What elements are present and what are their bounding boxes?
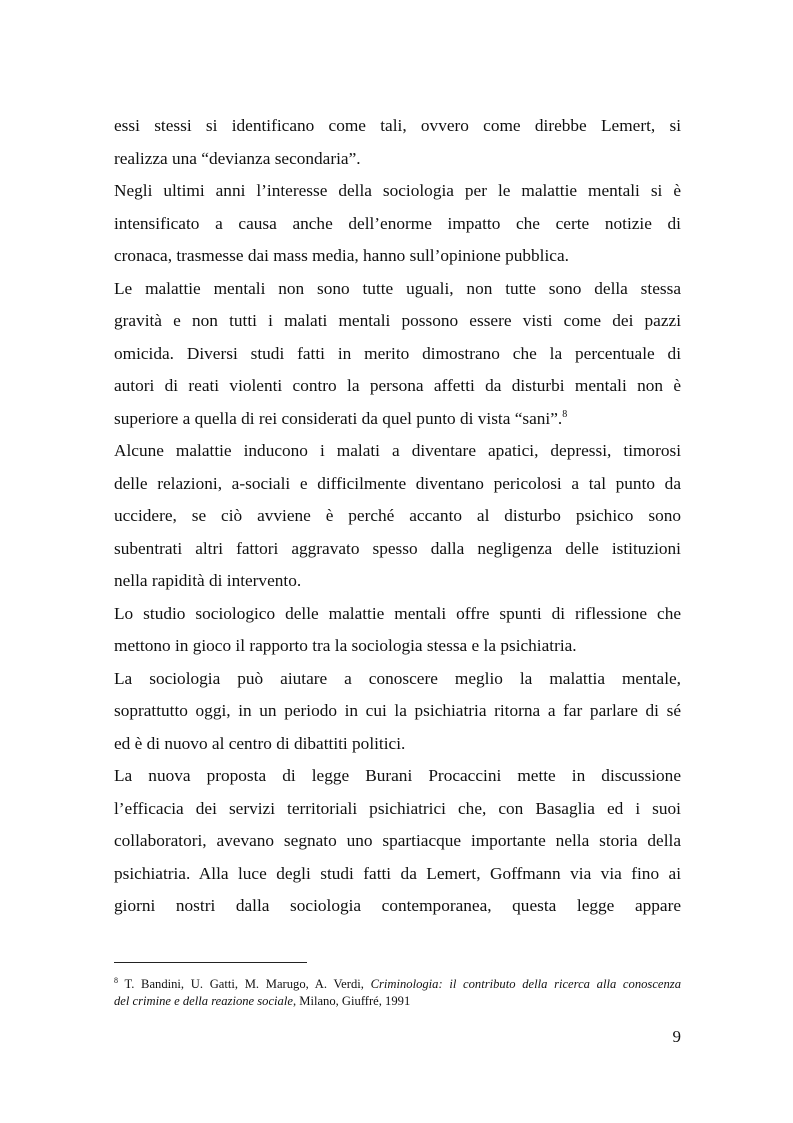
body-text-line xyxy=(114,695,681,728)
body-text-line xyxy=(114,760,681,793)
text-run: La sociologia può aiutare a conoscere meglio la malattia mentale, xyxy=(114,668,681,688)
footnote xyxy=(114,976,681,1010)
footnote-separator xyxy=(114,962,307,963)
text-run: omicida. Diversi studi fatti in merito dimostrano che la percentuale di xyxy=(114,343,681,363)
text-run: collaboratori, avevano segnato uno spartiacque importante nella storia della xyxy=(114,831,681,850)
text-run: intensificato a causa anche dell’enorme impatto che certe notizie di xyxy=(114,213,681,233)
text-run: autori di reati violenti contro la persona affetti da disturbi mentali non è xyxy=(114,376,681,395)
text-run: mettono in gioco il rapporto tra la sociologia stessa e la psichiatria. xyxy=(114,636,577,655)
text-run: T. Bandini, U. Gatti, M. Marugo, A. Verdi, xyxy=(118,977,371,991)
body-text-line xyxy=(114,890,681,923)
body-text-line xyxy=(114,435,681,468)
body-text-line xyxy=(114,793,681,826)
body-text-line xyxy=(114,208,681,241)
text-run: cronaca, trasmesse dai mass media, hanno sull’opinione pubblica. xyxy=(114,246,569,265)
text-run: realizza una “devianza secondaria”. xyxy=(114,148,361,168)
body-text-line xyxy=(114,468,681,501)
body-text-line xyxy=(114,110,681,143)
text-run: giorni nostri dalla sociologia contemporanea, questa legge appare xyxy=(114,896,681,915)
body-text-line xyxy=(114,370,681,403)
text-run: Negli ultimi anni l’interesse della sociologia per le malattie mentali si è xyxy=(114,181,681,200)
body-text-line xyxy=(114,143,681,176)
body-text-line xyxy=(114,663,681,696)
text-run: superiore a quella di rei considerati da quel punto di vista “sani”. xyxy=(114,408,563,428)
body-text-line xyxy=(114,175,681,208)
text-run: , Milano, Giuffré, 1991 xyxy=(292,994,411,1008)
body-text-line xyxy=(114,565,681,598)
text-run: nella rapidità di intervento. xyxy=(114,571,302,590)
text-run: delle relazioni, a-sociali e difficilmente diventano pericolosi a tal punto da xyxy=(114,473,681,493)
footnote-line xyxy=(114,976,681,993)
text-run: ed è di nuovo al centro di dibattiti politici. xyxy=(114,733,406,753)
text-run: Le malattie mentali non sono tutte uguali, non tutte sono della stessa xyxy=(114,278,681,298)
footnote-reference: 8 xyxy=(114,976,118,985)
text-run: soprattutto oggi, in un periodo in cui la psichiatria ritorna a far parlare di sé xyxy=(114,701,681,720)
footnote-line xyxy=(114,993,681,1010)
body-text-line xyxy=(114,240,681,273)
body-text-line xyxy=(114,825,681,858)
body-text-line xyxy=(114,728,681,761)
body-text-line xyxy=(114,630,681,663)
page-number: 9 xyxy=(672,1027,681,1046)
italic-text: Criminologia: il contributo della ricerca alla conoscenza xyxy=(370,977,681,991)
body-text-line xyxy=(114,598,681,631)
text-run: La nuova proposta di legge Burani Procaccini mette in discussione xyxy=(114,766,681,785)
text-run: uccidere, se ciò avviene è perché accanto al disturbo psichico sono xyxy=(114,506,681,525)
text-run: gravità e non tutti i malati mentali possono essere visti come dei pazzi xyxy=(114,311,681,330)
text-run: psichiatria. Alla luce degli studi fatti da Lemert, Goffmann via via fino ai xyxy=(114,863,681,883)
body-text-line xyxy=(114,305,681,338)
text-run: Lo studio sociologico delle malattie mentali offre spunti di riflessione che xyxy=(114,603,681,623)
text-run: essi stessi si identificano come tali, ovvero come direbbe Lemert, si xyxy=(114,116,681,135)
text-run: Alcune malattie inducono i malati a diventare apatici, depressi, timorosi xyxy=(114,441,681,460)
body-text-line xyxy=(114,533,681,566)
body-text-line xyxy=(114,273,681,306)
body-text-line xyxy=(114,338,681,371)
body-text-line xyxy=(114,500,681,533)
text-run: l’efficacia dei servizi territoriali psichiatrici che, con Basaglia ed i suoi xyxy=(114,798,681,818)
body-text-line xyxy=(114,858,681,891)
footnote-reference: 8 xyxy=(562,408,568,420)
body-text-line xyxy=(114,403,681,436)
body-text xyxy=(114,110,681,923)
text-run: subentrati altri fattori aggravato spesso dalla negligenza delle istituzioni xyxy=(114,538,681,558)
italic-text: del crimine e della reazione sociale xyxy=(114,994,293,1008)
